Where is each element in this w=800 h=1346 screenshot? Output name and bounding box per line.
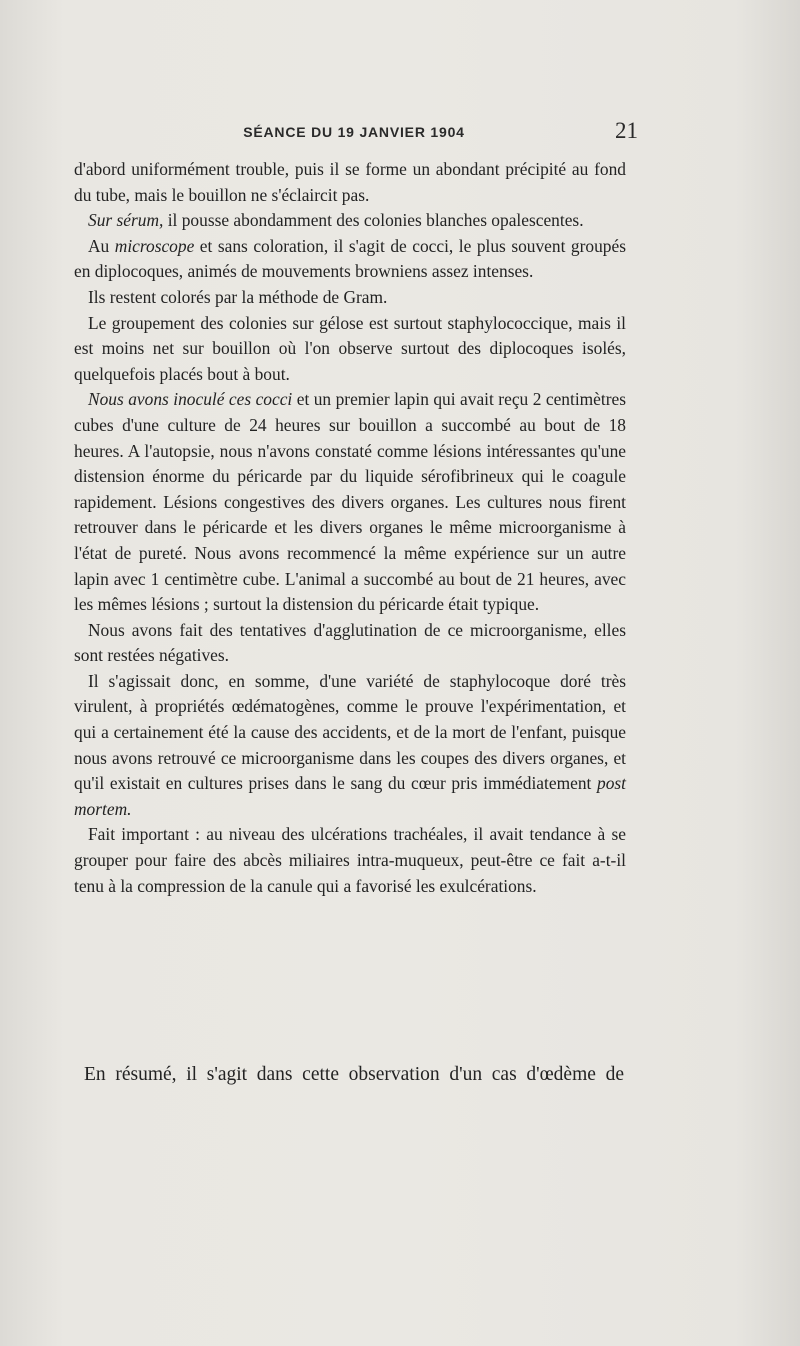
paragraph: Au microscope et sans coloration, il s'agit de cocci, le plus souvent groupés en diplocoques, animés de mouvements browniens assez intenses. bbox=[74, 235, 626, 282]
page-number: 21 bbox=[615, 118, 638, 143]
italic-phrase: post mortem. bbox=[74, 773, 626, 819]
summary-line: En résumé, il s'agit dans cette observation d'un cas d'œdème de bbox=[84, 1064, 624, 1085]
paragraph: Le groupement des colonies sur gélose est surtout staphylococcique, mais il est moins net sur bouillon où l'on observe surtout des diplocoques isolés, quelquefois placés bout à bout. bbox=[74, 312, 626, 384]
paragraph: d'abord uniformément trouble, puis il se forme un abondant précipité au fond du tube, mais le bouillon ne s'éclaircit pas. bbox=[74, 159, 626, 205]
paragraph: Il s'agissait donc, en somme, d'une variété de staphylocoque doré très virulent, à propriétés œdématogènes, comme le prouve l'expérimentation, et qui a certainement été la cause des accidents, et de la mort de l'enfant, puisque nous avons retrouvé ce microorganisme dans les coupes des divers organes, et qu'il existait en cultures prises dans le sang du cœur pris immédiatement post mortem. bbox=[74, 670, 626, 819]
italic-phrase: Sur sérum, bbox=[88, 210, 164, 231]
running-head: SÉANCE DU 19 JANVIER 1904 bbox=[243, 124, 465, 140]
body-text bbox=[74, 157, 626, 899]
paragraph: Sur sérum, il pousse abondamment des colonies blanches opalescentes. bbox=[88, 210, 584, 231]
paragraph: Fait important : au niveau des ulcérations trachéales, il avait tendance à se grouper pour faire des abcès miliaires intra-muqueux, peut-être ce fait a-t-il tenu à la compression de la canule qui a favorisé les exulcérations. bbox=[74, 824, 626, 896]
page-header bbox=[70, 118, 638, 148]
paragraph: Nous avons inoculé ces cocci et un premier lapin qui avait reçu 2 centimètres cubes d'une culture de 24 heures sur bouillon a succombé au bout de 18 heures. A l'autopsie, nous n'avons constaté comme lésions intéressantes qu'une distension énorme du péricarde par du liquide sérofibrineux qui le coagule rapidement. Lésions congestives des divers organes. Les cultures nous firent retrouver dans le péricarde et les divers organes le même microorganisme à l'état de pureté. Nous avons recommencé la même expérience sur un autre lapin avec 1 centimètre cube. L'animal a succombé au bout de 21 heures, avec les mêmes lésions ; surtout la distension du péricarde était typique. bbox=[74, 389, 626, 615]
paragraph: Nous avons fait des tentatives d'agglutination de ce microorganisme, elles sont restées négatives. bbox=[74, 619, 626, 666]
italic-phrase: microscope bbox=[114, 235, 195, 256]
paragraph: Ils restent colorés par la méthode de Gram. bbox=[88, 286, 388, 307]
italic-phrase: Nous avons inoculé ces cocci bbox=[88, 389, 293, 410]
